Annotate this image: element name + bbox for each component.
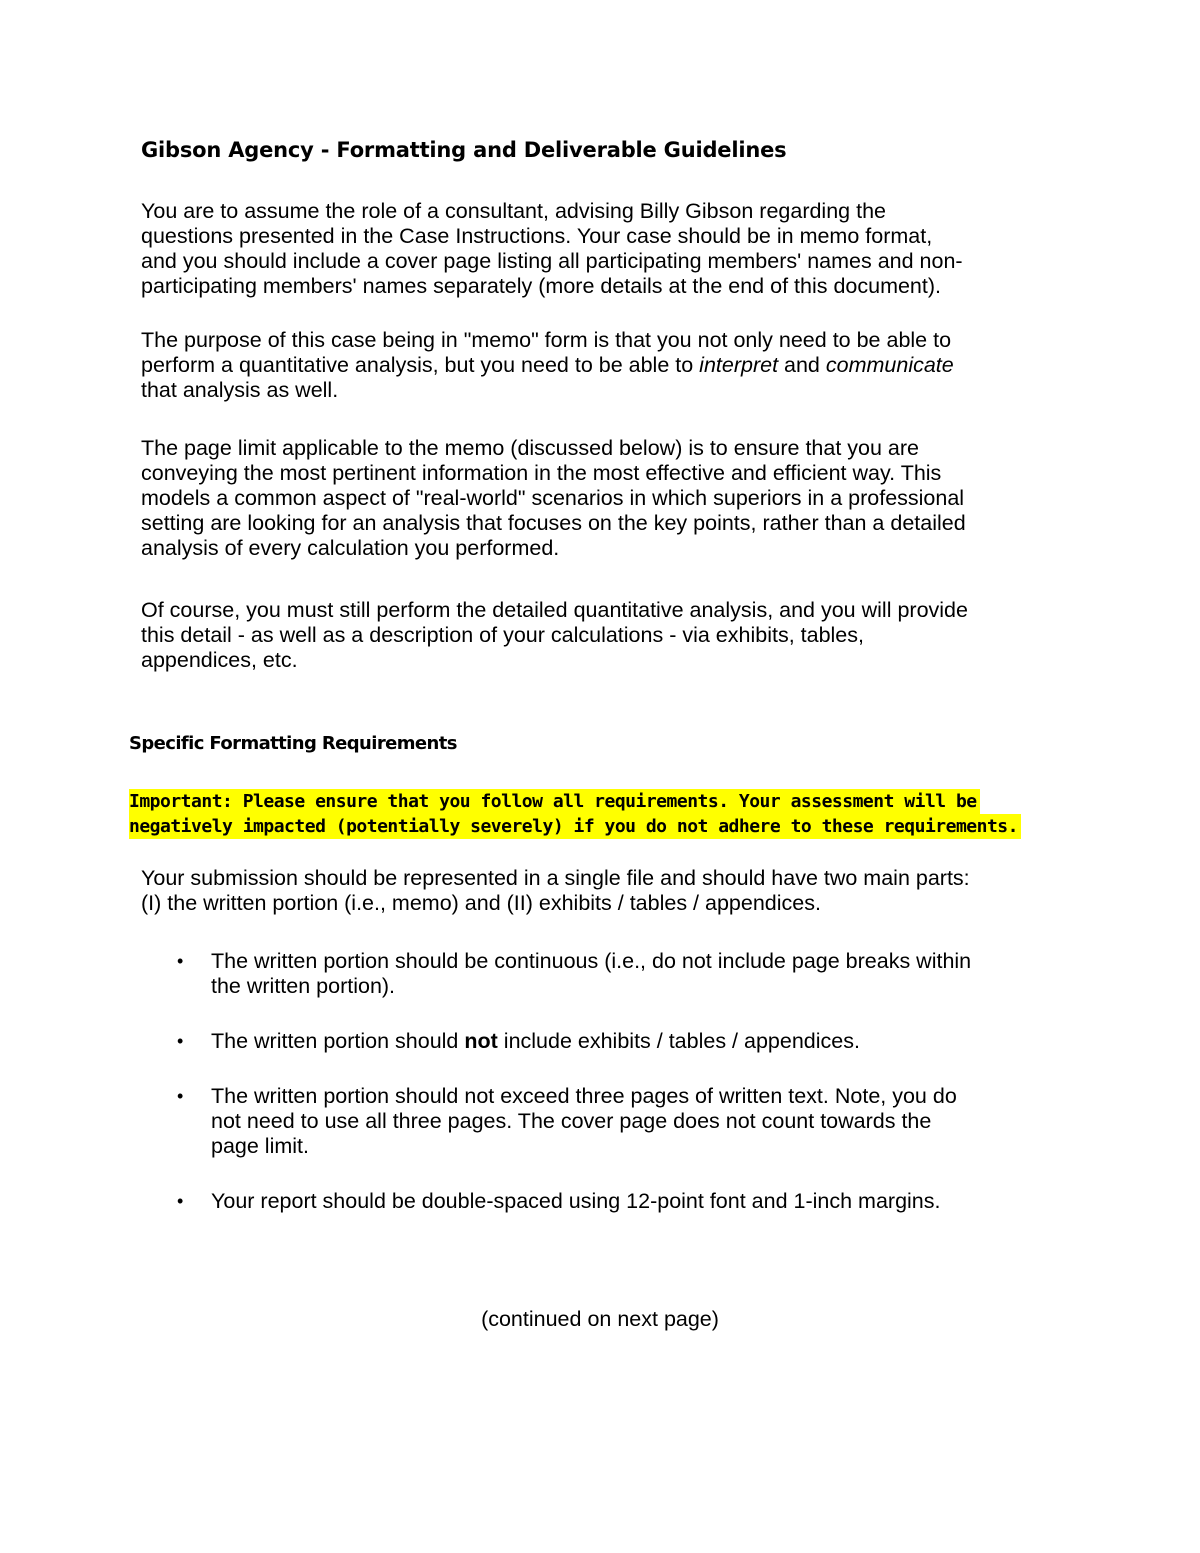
bullet-icon: • bbox=[177, 1031, 184, 1051]
text-segment: and bbox=[778, 353, 826, 377]
bullet-icon: • bbox=[177, 1086, 184, 1106]
document-title: Gibson Agency - Formatting and Deliverable Guidelines bbox=[141, 138, 787, 162]
text-segment: The written portion should bbox=[211, 1029, 465, 1053]
bullet-icon: • bbox=[177, 951, 184, 971]
text-line bbox=[211, 1029, 1081, 1054]
list-item bbox=[141, 949, 1081, 999]
important-notice bbox=[129, 789, 1021, 839]
text-segment: perform a quantitative analysis, but you need to be able to bbox=[141, 353, 700, 377]
intro-paragraph-detail bbox=[141, 598, 1071, 673]
list-item bbox=[141, 1084, 1081, 1159]
text-line: The purpose of this case being in "memo" form is that you not only need to be able to bbox=[141, 328, 952, 352]
text-line: Your report should be double-spaced using 12-point font and 1-inch margins. bbox=[211, 1189, 941, 1213]
list-item bbox=[141, 1029, 1081, 1054]
text-line: questions presented in the Case Instructions. Your case should be in memo format, bbox=[141, 224, 933, 248]
bullet-icon: • bbox=[177, 1191, 184, 1211]
text-line: The page limit applicable to the memo (discussed below) is to ensure that you are bbox=[141, 436, 919, 460]
text-line: setting are looking for an analysis that focuses on the key points, rather than a detailed bbox=[141, 511, 966, 535]
list-item bbox=[141, 1189, 1081, 1214]
emphasis-interpret: interpret bbox=[699, 353, 779, 377]
text-line: this detail - as well as a description of your calculations - via exhibits, tables, bbox=[141, 623, 864, 647]
text-line: the written portion). bbox=[211, 974, 396, 998]
text-line: The written portion should not exceed three pages of written text. Note, you do bbox=[211, 1084, 957, 1108]
text-line: Of course, you must still perform the detailed quantitative analysis, and you will provide bbox=[141, 598, 968, 622]
highlighted-line: Important: Please ensure that you follow all requirements. Your assessment will be bbox=[129, 789, 980, 814]
text-line: that analysis as well. bbox=[141, 378, 339, 402]
submission-paragraph bbox=[141, 866, 1071, 916]
text-line: page limit. bbox=[211, 1134, 309, 1158]
text-line bbox=[141, 353, 1071, 378]
text-line: (I) the written portion (i.e., memo) and (II) exhibits / tables / appendices. bbox=[141, 891, 821, 915]
text-line: analysis of every calculation you performed. bbox=[141, 536, 560, 560]
section-heading: Specific Formatting Requirements bbox=[129, 733, 457, 754]
text-line: models a common aspect of "real-world" scenarios in which superiors in a professional bbox=[141, 486, 965, 510]
text-line: Your submission should be represented in a single file and should have two main parts: bbox=[141, 866, 970, 890]
emphasis-communicate: communicate bbox=[825, 353, 954, 377]
intro-paragraph-purpose bbox=[141, 328, 1071, 403]
intro-paragraph-role bbox=[141, 199, 1071, 299]
text-line: and you should include a cover page listing all participating members' names and non- bbox=[141, 249, 963, 273]
text-line: The written portion should be continuous (i.e., do not include page breaks within bbox=[211, 949, 972, 973]
intro-paragraph-page-limit bbox=[141, 436, 1071, 561]
highlighted-line: negatively impacted (potentially severely) if you do not adhere to these requirements. bbox=[129, 814, 1021, 839]
text-line: You are to assume the role of a consultant, advising Billy Gibson regarding the bbox=[141, 199, 886, 223]
emphasis-not: not bbox=[464, 1029, 498, 1053]
text-line: not need to use all three pages. The cover page does not count towards the bbox=[211, 1109, 932, 1133]
text-segment: include exhibits / tables / appendices. bbox=[497, 1029, 860, 1053]
requirements-list bbox=[141, 949, 1081, 1244]
text-line: conveying the most pertinent information in the most effective and efficient way. This bbox=[141, 461, 942, 485]
text-line: appendices, etc. bbox=[141, 648, 298, 672]
text-line: participating members' names separately (more details at the end of this document). bbox=[141, 274, 941, 298]
continued-note: (continued on next page) bbox=[481, 1307, 719, 1331]
